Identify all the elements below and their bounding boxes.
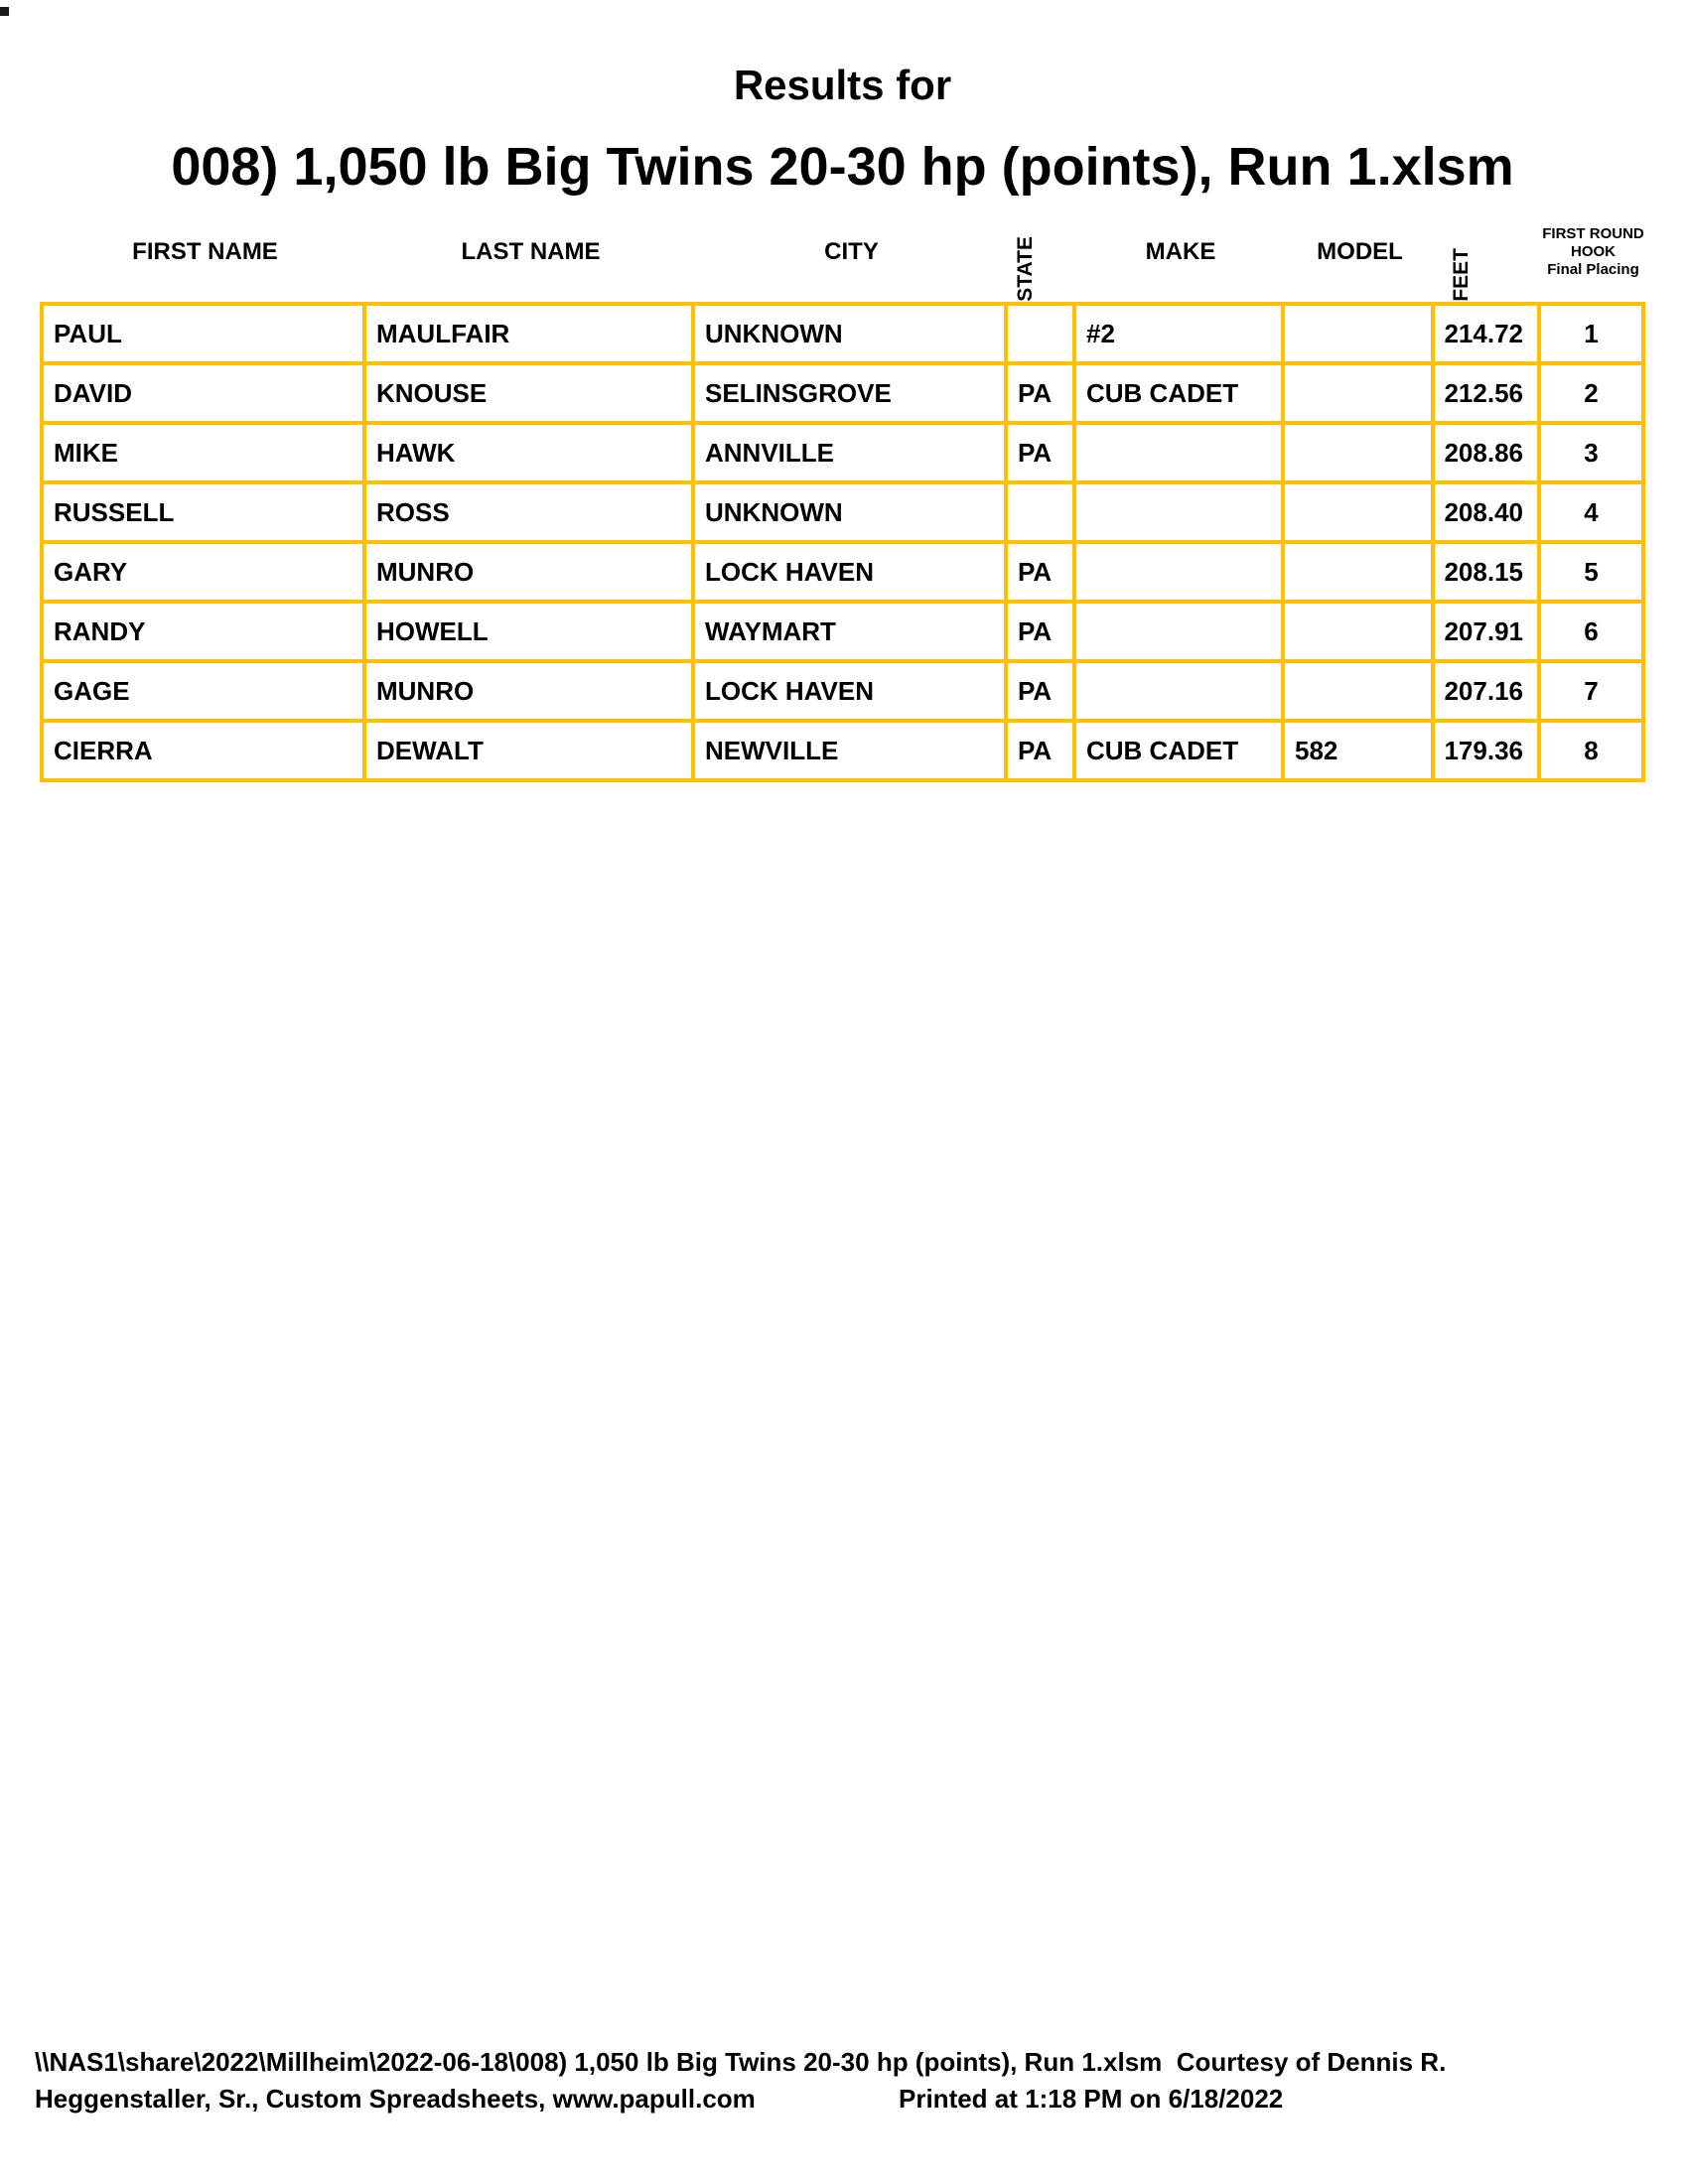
cell-model — [1283, 542, 1433, 602]
cell-state — [1006, 482, 1074, 542]
cell-model — [1283, 661, 1433, 721]
cell-city: LOCK HAVEN — [693, 542, 1006, 602]
cell-first-name: PAUL — [42, 304, 364, 363]
column-header-last-name: LAST NAME — [461, 238, 601, 266]
footer-filepath-line: \\NAS1\share\2022\Millheim\2022-06-18\008) 1,050 lb Big Twins 20-30 hp (points), Run 1.xlsm Courtesy of Dennis R. — [35, 2047, 1447, 2077]
cell-city: UNKNOWN — [693, 304, 1006, 363]
cell-first-name: RANDY — [42, 602, 364, 661]
cell-city: UNKNOWN — [693, 482, 1006, 542]
placing-header-line2: HOOK — [1571, 243, 1616, 260]
cell-make — [1074, 482, 1283, 542]
cell-city: WAYMART — [693, 602, 1006, 661]
footer-credit-line: Heggenstaller, Sr., Custom Spreadsheets, www.papull.com — [35, 2084, 756, 2114]
cell-last-name: HAWK — [364, 423, 693, 482]
column-header-make: MAKE — [1145, 238, 1216, 266]
column-header-city: CITY — [824, 238, 879, 266]
footer-printed-timestamp: Printed at 1:18 PM on 6/18/2022 — [899, 2084, 1284, 2114]
cell-last-name: MUNRO — [364, 542, 693, 602]
cell-feet: 208.40 — [1433, 482, 1539, 542]
cell-model — [1283, 482, 1433, 542]
cell-make — [1074, 661, 1283, 721]
cell-last-name: HOWELL — [364, 602, 693, 661]
cell-feet: 212.56 — [1433, 363, 1539, 423]
cell-feet: 179.36 — [1433, 721, 1539, 780]
cell-feet: 207.16 — [1433, 661, 1539, 721]
cell-placing: 4 — [1539, 482, 1643, 542]
column-header-first-name: FIRST NAME — [132, 238, 278, 266]
cell-first-name: CIERRA — [42, 721, 364, 780]
placing-header-line3: Final Placing — [1547, 261, 1639, 278]
placing-header-line1: FIRST ROUND — [1542, 225, 1644, 242]
cell-city: SELINSGROVE — [693, 363, 1006, 423]
cell-feet: 214.72 — [1433, 304, 1539, 363]
cell-state — [1006, 304, 1074, 363]
table-row — [42, 304, 1643, 363]
cell-placing: 1 — [1539, 304, 1643, 363]
cell-last-name: ROSS — [364, 482, 693, 542]
cell-state: PA — [1006, 363, 1074, 423]
scan-artifact — [0, 7, 9, 16]
cell-last-name: DEWALT — [364, 721, 693, 780]
table-row — [42, 363, 1643, 423]
feet-rotated-label: FEET — [1450, 248, 1473, 302]
cell-first-name: GAGE — [42, 661, 364, 721]
table-row — [42, 482, 1643, 542]
column-header-final-placing — [1541, 203, 1645, 302]
column-header-feet — [1435, 203, 1541, 302]
cell-placing: 5 — [1539, 542, 1643, 602]
cell-model — [1283, 602, 1433, 661]
cell-first-name: RUSSELL — [42, 482, 364, 542]
cell-state: PA — [1006, 661, 1074, 721]
cell-city: NEWVILLE — [693, 721, 1006, 780]
results-table — [40, 302, 1645, 782]
cell-placing: 7 — [1539, 661, 1643, 721]
cell-first-name: MIKE — [42, 423, 364, 482]
page-subtitle-filename: 008) 1,050 lb Big Twins 20-30 hp (points), Run 1.xlsm — [171, 137, 1514, 197]
cell-placing: 2 — [1539, 363, 1643, 423]
cell-last-name: MUNRO — [364, 661, 693, 721]
table-row — [42, 602, 1643, 661]
cell-placing: 8 — [1539, 721, 1643, 780]
cell-model — [1283, 304, 1433, 363]
cell-make — [1074, 542, 1283, 602]
cell-state: PA — [1006, 542, 1074, 602]
table-row — [42, 542, 1643, 602]
cell-first-name: GARY — [42, 542, 364, 602]
table-row — [42, 721, 1643, 780]
table-row — [42, 661, 1643, 721]
cell-make — [1074, 423, 1283, 482]
cell-placing: 6 — [1539, 602, 1643, 661]
cell-last-name: MAULFAIR — [364, 304, 693, 363]
cell-feet: 208.15 — [1433, 542, 1539, 602]
cell-model — [1283, 423, 1433, 482]
column-header-state — [1008, 203, 1076, 302]
cell-state: PA — [1006, 602, 1074, 661]
cell-state: PA — [1006, 721, 1074, 780]
column-header-model: MODEL — [1317, 238, 1403, 266]
cell-model: 582 — [1283, 721, 1433, 780]
state-rotated-label: STATE — [1014, 236, 1037, 302]
cell-feet: 207.91 — [1433, 602, 1539, 661]
cell-city: LOCK HAVEN — [693, 661, 1006, 721]
cell-make: CUB CADET — [1074, 721, 1283, 780]
cell-make — [1074, 602, 1283, 661]
cell-make: CUB CADET — [1074, 363, 1283, 423]
cell-model — [1283, 363, 1433, 423]
cell-state: PA — [1006, 423, 1074, 482]
column-header-row — [44, 203, 1645, 302]
table-row — [42, 423, 1643, 482]
cell-make: #2 — [1074, 304, 1283, 363]
cell-first-name: DAVID — [42, 363, 364, 423]
cell-placing: 3 — [1539, 423, 1643, 482]
cell-city: ANNVILLE — [693, 423, 1006, 482]
cell-feet: 208.86 — [1433, 423, 1539, 482]
page-title: Results for — [733, 62, 952, 108]
cell-last-name: KNOUSE — [364, 363, 693, 423]
results-table-body — [42, 304, 1643, 780]
